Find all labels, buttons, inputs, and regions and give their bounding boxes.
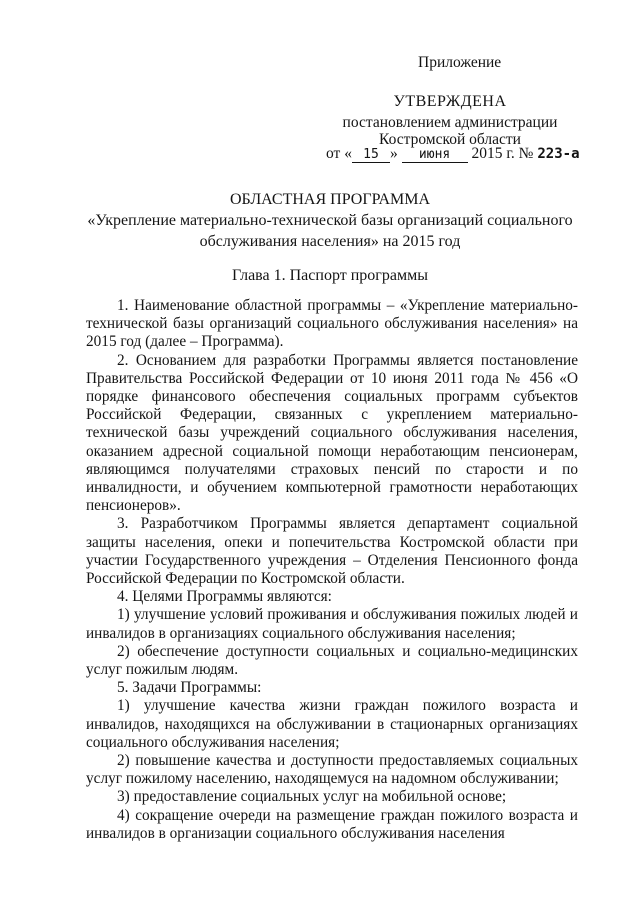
program-title: [80, 189, 580, 252]
paragraph: 4. Целями Программы являются:: [117, 588, 332, 606]
paragraph: 1) улучшение качества жизни граждан пожилого возраста и инвалидов, находящихся на обслуживании в стационарных организациях социального обслуживания населения;: [86, 697, 578, 751]
approval-line-2: Костромской области: [379, 131, 521, 148]
document-body: [86, 297, 578, 843]
paragraph: 1. Наименование областной программы – «Укрепление материально-технической базы организаций социального обслуживания населения» на 2015 год (далее – Программа).: [86, 297, 578, 351]
approval-date-line: [326, 145, 580, 163]
paragraph: 3. Разработчиком Программы является департамент социальной защиты населения, опеки и попечительства Костромской области при участии Государственного учреждения – Отделения Пенсионного фонда Российской Федерации по Костромской области.: [86, 515, 578, 588]
paragraph: 2) повышение качества и доступности предоставляемых социальных услуг пожилому населению, находящемуся на надомном обслуживании;: [86, 752, 578, 788]
attachment-label: Приложение: [418, 54, 502, 71]
paragraph: 5. Задачи Программы:: [117, 679, 262, 697]
chapter-heading: Глава 1. Паспорт программы: [232, 267, 428, 284]
title-line-1: ОБЛАСТНАЯ ПРОГРАММА: [229, 191, 431, 208]
paragraph: 2. Основанием для разработки Программы является постановление Правительства Российской Федерации от 10 июня 2011 года № 456 «О порядке финансового обеспечения социальных программ субъектов Российской Федерации, связанных с укреплением материально-технической базы учреждений социального обслуживания населения, оказанием адресной социальной помощи неработающим пенсионерам, являющимся получателями страховых пенсий по старости и по инвалидности, и обучением компьютерной грамотности неработающих пенсионеров».: [86, 351, 578, 515]
title-line-2: «Укрепление материально-технической базы организаций социального: [87, 212, 573, 229]
decree-number: 223-а: [537, 146, 580, 162]
date-month: июня: [402, 147, 468, 163]
date-mid: »: [389, 145, 398, 162]
paragraph: 3) предоставление социальных услуг на мобильной основе;: [117, 788, 507, 806]
paragraph: 2) обеспечение доступности социальных и социально-медицинских услуг пожилым людям.: [86, 642, 578, 679]
approved-heading: УТВЕРЖДЕНА: [393, 93, 507, 110]
date-year: 2015 г. №: [471, 145, 534, 162]
date-day: 15: [352, 147, 390, 163]
date-prefix: от «: [326, 145, 352, 162]
title-line-3: обслуживания населения» на 2015 год: [199, 233, 461, 250]
approval-line-1: постановлением администрации: [342, 114, 558, 131]
paragraph: 1) улучшение условий проживания и обслуживания пожилых людей и инвалидов в организациях социального обслуживания населения;: [86, 606, 578, 642]
paragraph: 4) сокращение очереди на размещение граждан пожилого возраста и инвалидов в организации социального обслуживания населения: [86, 806, 578, 842]
